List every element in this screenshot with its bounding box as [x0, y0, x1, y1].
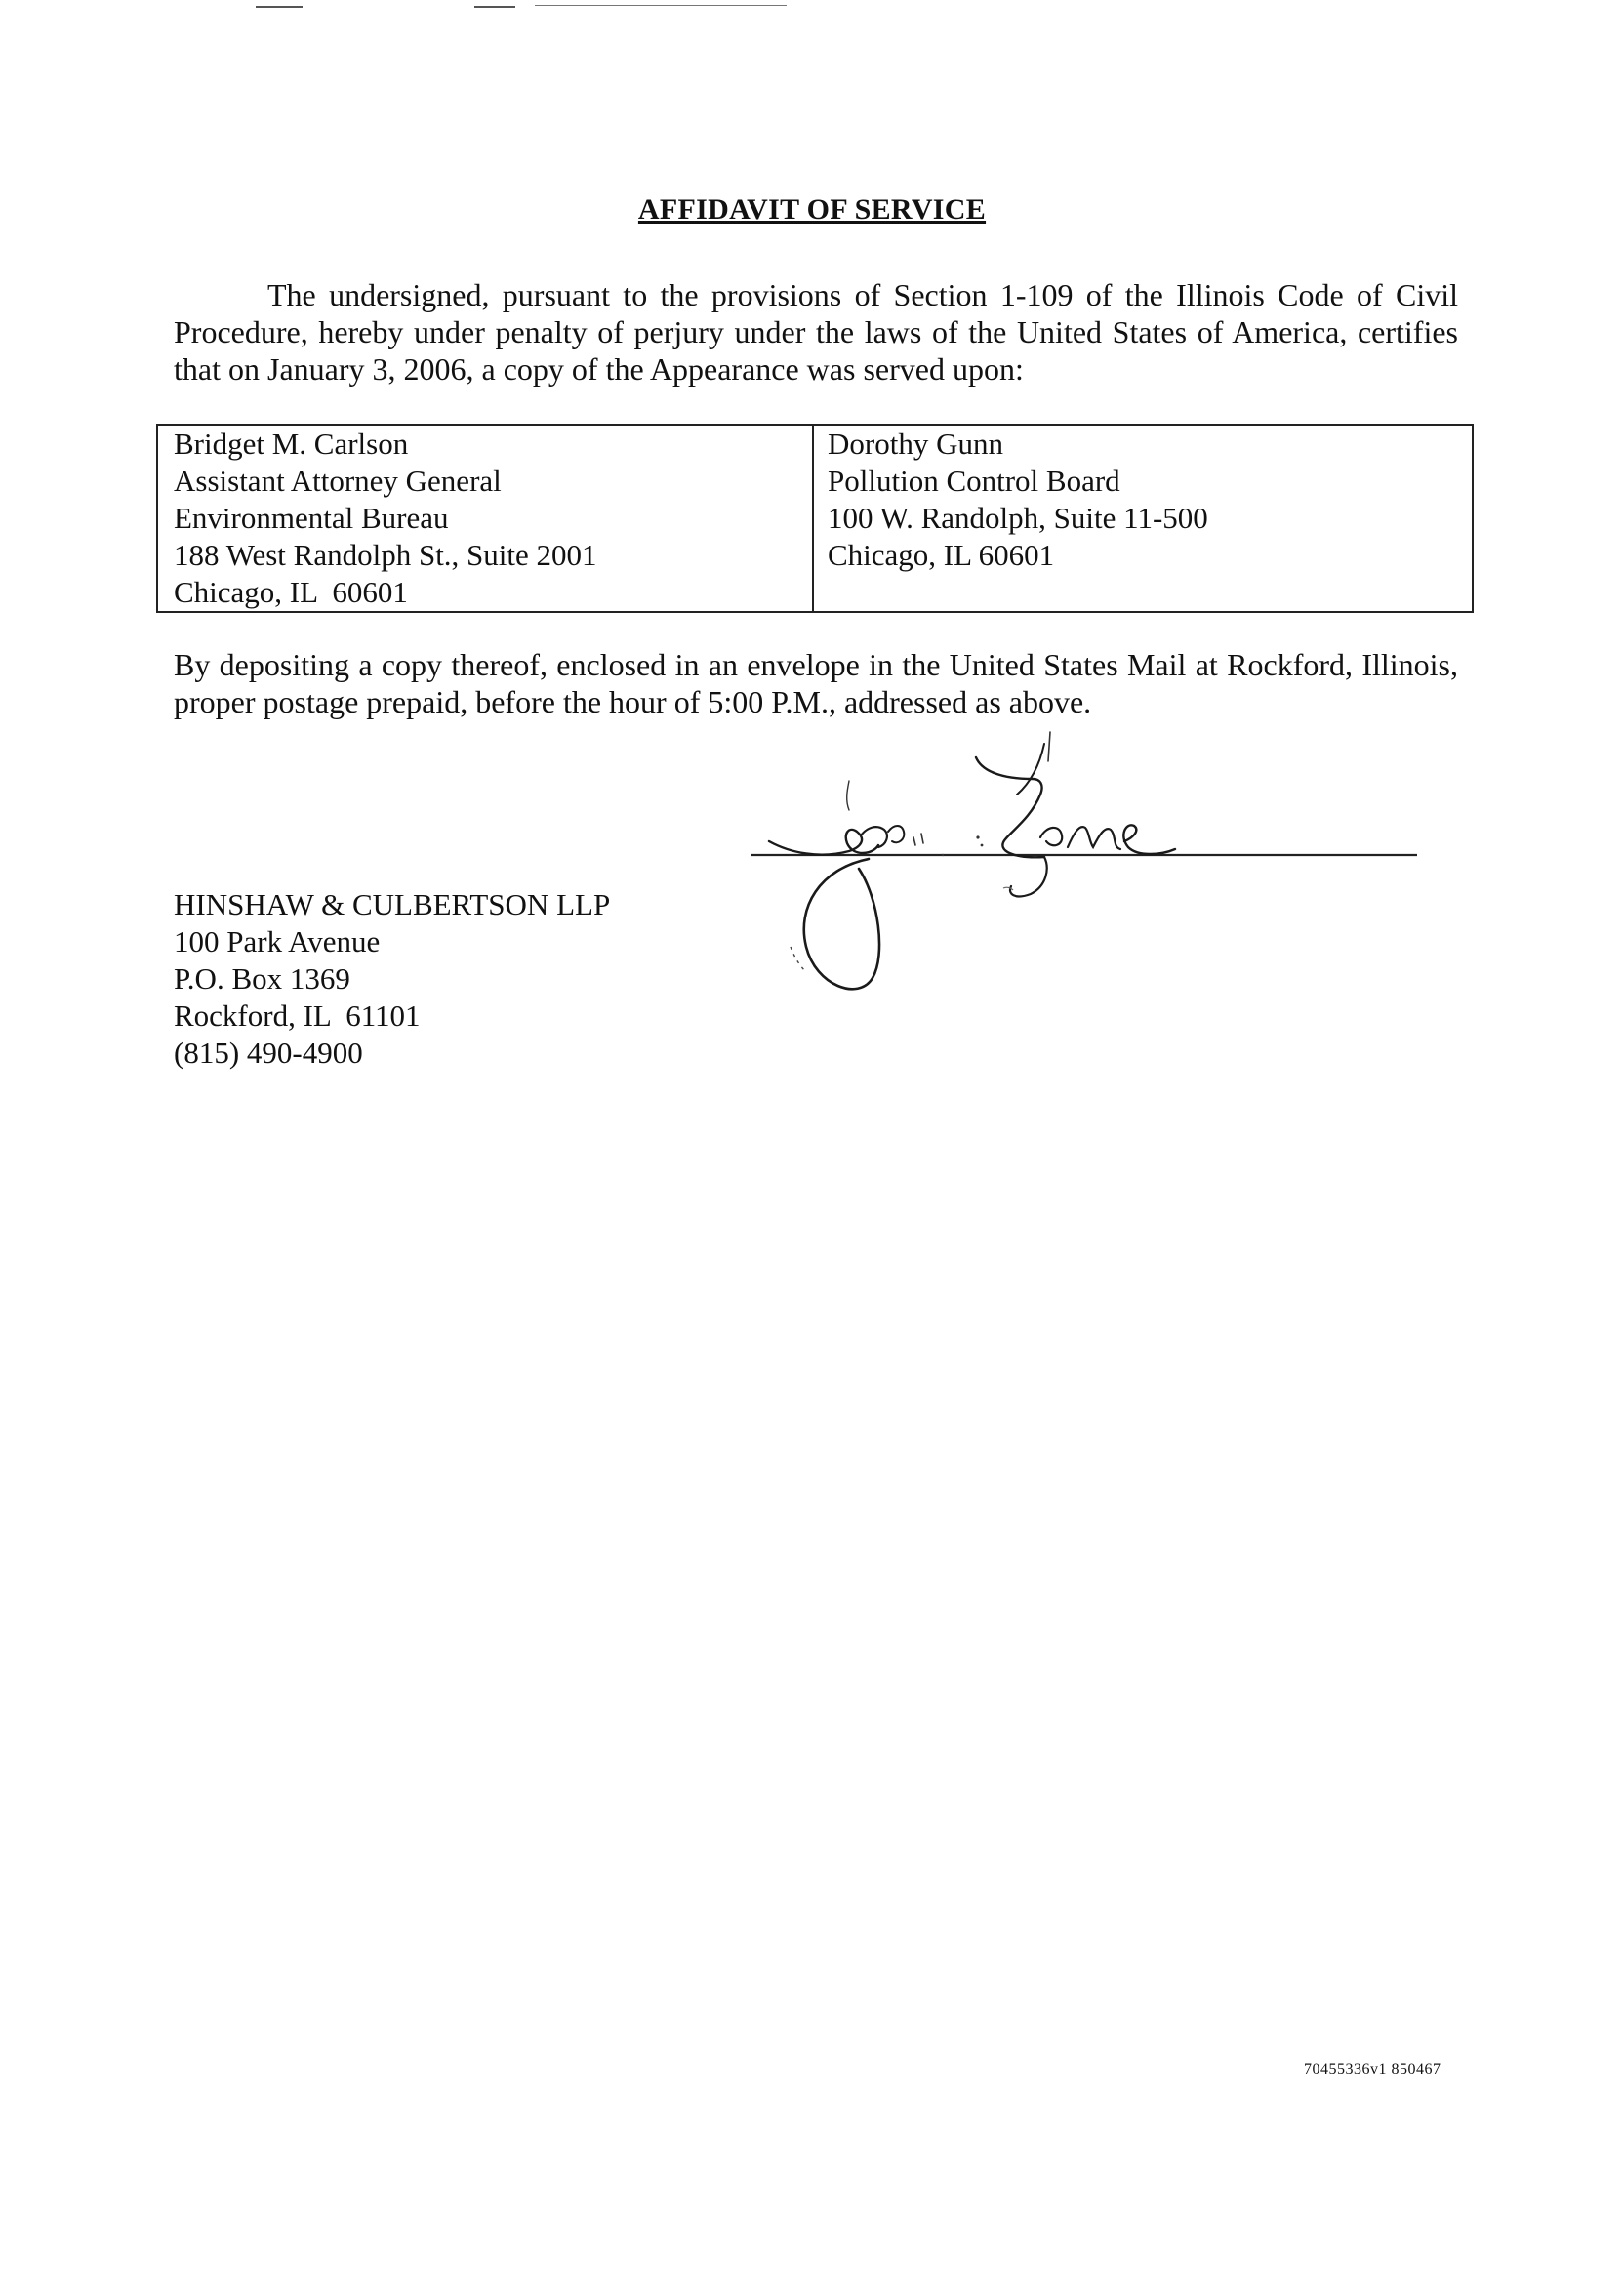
recipient-department: Environmental Bureau	[174, 501, 449, 535]
firm-po-box: P.O. Box 1369	[174, 961, 350, 996]
firm-address-block	[174, 886, 610, 1072]
scan-artifact	[535, 5, 787, 6]
document-id: 70455336v1 850467	[1304, 2061, 1441, 2078]
recipient-organization: Pollution Control Board	[828, 464, 1120, 498]
firm-phone: (815) 490-4900	[174, 1036, 363, 1070]
handwritten-signature	[751, 722, 1425, 1015]
intro-paragraph: The undersigned, pursuant to the provisions of Section 1-109 of the Illinois Code of Civil Procedure, hereby under penalty of perjury under the laws of the United States of America, certifies that on January 3, 2006, a copy of the Appearance was served upon:	[174, 277, 1458, 387]
service-recipients-table	[156, 424, 1474, 613]
firm-city: Rockford, IL 61101	[174, 998, 421, 1033]
recipient-street: 100 W. Randolph, Suite 11-500	[828, 501, 1208, 535]
recipient-cell-right	[814, 426, 1472, 611]
firm-name: HINSHAW & CULBERTSON LLP	[174, 887, 611, 921]
deposit-statement: By depositing a copy thereof, enclosed in an envelope in the United States Mail at Rockford, Illinois, proper postage prepaid, before the hour of 5:00 P.M., addressed as above.	[174, 647, 1458, 719]
recipient-title: Assistant Attorney General	[174, 464, 502, 498]
firm-street: 100 Park Avenue	[174, 924, 381, 958]
document-title: AFFIDAVIT OF SERVICE	[637, 193, 987, 225]
recipient-street: 188 West Randolph St., Suite 2001	[174, 538, 597, 572]
recipient-cell-left	[158, 426, 814, 611]
recipient-name: Dorothy Gunn	[828, 427, 1003, 461]
recipient-city: Chicago, IL 60601	[174, 575, 408, 609]
scan-artifact	[474, 6, 515, 8]
scan-artifact	[256, 6, 303, 8]
recipient-city: Chicago, IL 60601	[828, 538, 1055, 572]
recipient-name: Bridget M. Carlson	[174, 427, 409, 461]
